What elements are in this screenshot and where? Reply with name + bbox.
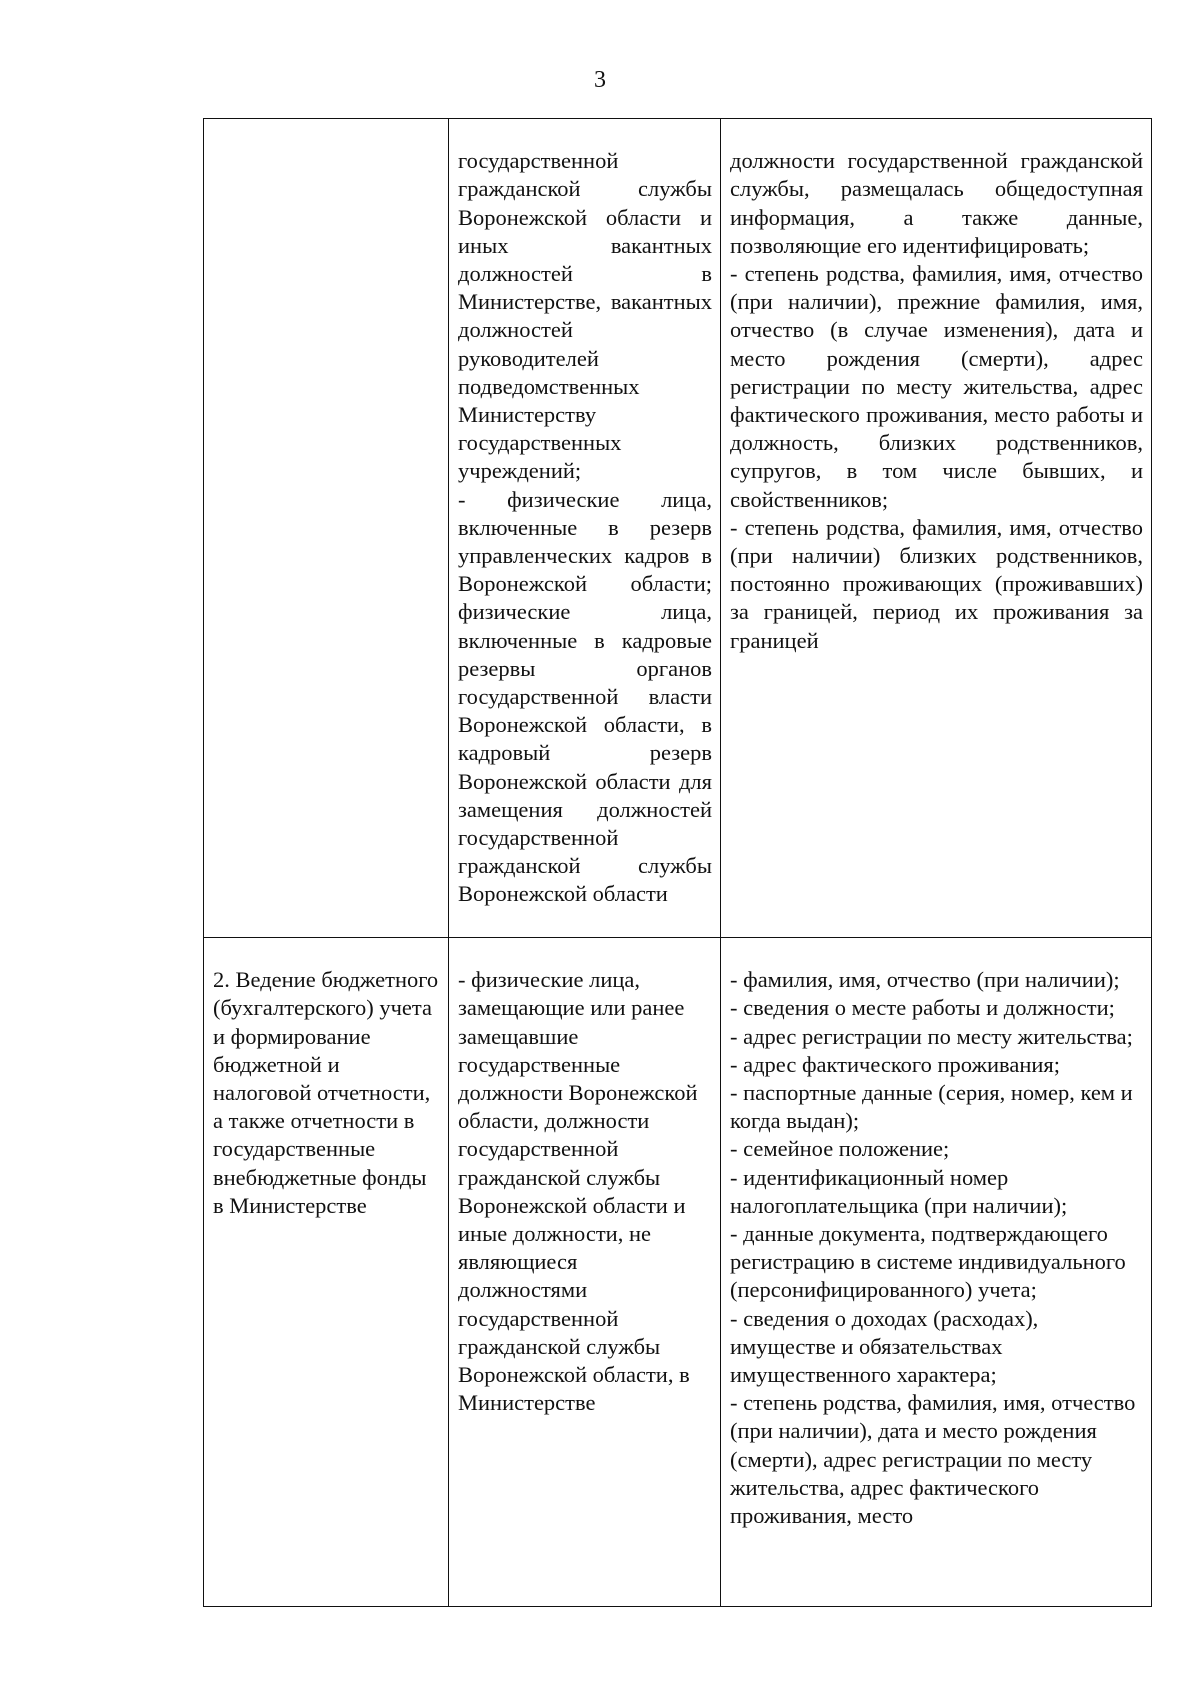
- table-row: [204, 119, 1152, 938]
- table-cell-subjects: [449, 119, 721, 938]
- table-cell-purpose: [204, 119, 449, 938]
- cell-text: должности государственной гражданской службы, размещалась общедоступная информация, а также данные, позволяющие его идентифицировать; - степень родства, фамилия, имя, отчество (при наличии), прежние фамилия, имя, отчество (в случае изменения), дата и место рождения (смерти), адрес регистрации по месту жительства, адрес фактического проживания, место работы и должность, близких родственников, супругов, в том числе бывших, и свойственников; - степень родства, фамилия, имя, отчество (при наличии) близких родственников, постоянно проживающих (проживавших) за границей, период их проживания за границей: [730, 148, 1143, 653]
- table-cell-purpose: [204, 937, 449, 1606]
- personal-data-table: [203, 118, 1152, 1607]
- table-cell-data-list: [721, 119, 1152, 938]
- table-cell-data-list: [721, 937, 1152, 1606]
- table-row: [204, 937, 1152, 1606]
- cell-text: 2. Ведение бюджетного (бухгалтерского) учета и формирование бюджетной и налоговой отчетности, а также отчетности в государственные внебюджетные фонды в Министерстве: [213, 967, 439, 1218]
- page-number: 3: [594, 67, 606, 93]
- cell-text: - фамилия, имя, отчество (при наличии); - сведения о месте работы и должности; - адрес регистрации по месту жительства; - адрес фактического проживания; - паспортные данные (серия, номер, кем и когда выдан); - семейное положение; - идентификационный номер налогоплательщика (при наличии); - данные документа, подтверждающего регистрацию в системе индивидуального (персонифицированного) учета; - сведения о доходах (расходах), имуществе и обязательствах имущественного характера; - степень родства, фамилия, имя, отчество (при наличии), дата и место рождения (смерти), адрес регистрации по месту жительства, адрес фактического проживания, место: [730, 967, 1136, 1528]
- table-cell-subjects: [449, 937, 721, 1606]
- cell-text: - физические лица, замещающие или ранее замещавшие государственные должности Воронежской области, должности государственной гражданской службы Воронежской области и иные должности, не являющиеся должностями государственной гражданской службы Воронежской области, в Министерстве: [458, 967, 698, 1416]
- cell-text: государственной гражданской службы Воронежской области и иных вакантных должностей в Министерстве, вакантных должностей руководителей подведомственных Министерству государственных учреждений; - физические лица, включенные в резерв управленческих кадров в Воронежской области; физические лица, включенные в кадровые резервы органов государственной власти Воронежской области, в кадровый резерв Воронежской области для замещения должностей государственной гражданской службы Воронежской области: [458, 148, 712, 907]
